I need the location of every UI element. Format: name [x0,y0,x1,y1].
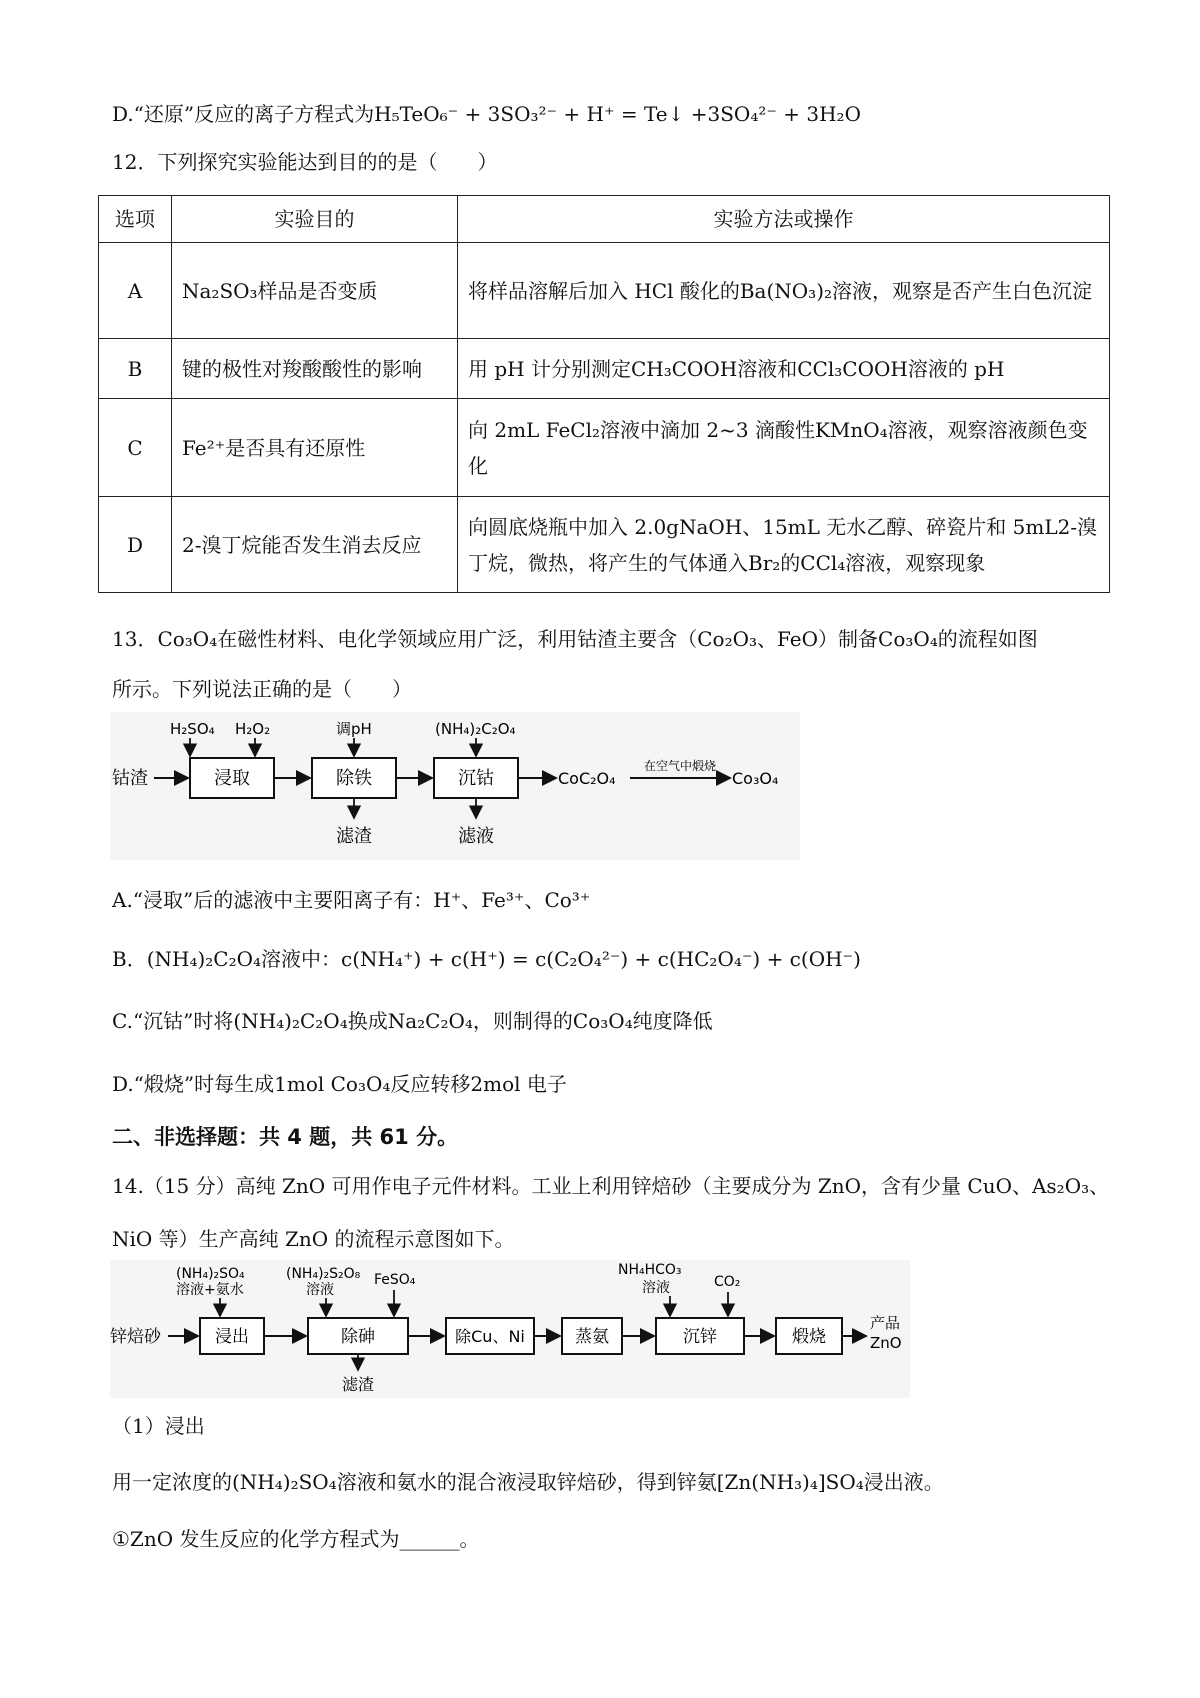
row-option: A [99,243,172,339]
row-option: D [99,497,172,593]
q14-stem-1: 14.（15 分）高纯 ZnO 可用作电子元件材料。工业上利用锌焙砂（主要成分为 ZnO，含有少量 CuO、As₂O₃、 [112,1174,1110,1198]
flow-input: 溶液 [306,1282,334,1298]
header-goal: 实验目的 [172,196,458,243]
table-row [99,497,1110,593]
q13-stem-1: 13．Co₃O₄在磁性材料、电化学领域应用广泛，利用钴渣主要含（Co₂O₃、FeO）制备Co₃O₄的流程如图 [112,627,1038,651]
flow-input: H₂SO₄ [170,720,215,738]
q13-option-d: D.“煅烧”时每生成1mol Co₃O₄反应转移2mol 电子 [112,1072,567,1096]
flow-product-label: 产品 [870,1314,901,1332]
flow-input: 溶液+氨水 [176,1282,244,1298]
flow-input: (NH₄)₂C₂O₄ [435,720,516,738]
flow-box-label: 浸出 [215,1327,249,1347]
flow-box-label: 沉锌 [683,1327,717,1347]
flow-product: ZnO [870,1334,902,1352]
flow-start: 锌焙砂 [110,1327,161,1347]
flow-box-label: 除铁 [336,768,372,789]
row-goal: 键的极性对羧酸酸性的影响 [172,339,458,399]
q14-flow-diagram [110,1260,910,1398]
row-option: B [99,339,172,399]
flow-output: 滤渣 [336,826,372,847]
q14-part-1-title: （1）浸出 [112,1414,205,1438]
flow-box-label: 蒸氨 [575,1327,609,1347]
q13-option-c: C.“沉钴”时将(NH₄)₂C₂O₄换成Na₂C₂O₄，则制得的Co₃O₄纯度降低 [112,1009,713,1033]
table-row [99,399,1110,497]
flow-box-label: 除Cu、Ni [455,1327,525,1346]
row-method: 将样品溶解后加入 HCl 酸化的Ba(NO₃)₂溶液，观察是否产生白色沉淀 [458,243,1110,339]
row-goal: Na₂SO₃样品是否变质 [172,243,458,339]
row-goal: 2-溴丁烷能否发生消去反应 [172,497,458,593]
flow-input: 调pH [336,720,372,738]
flow-box-label: 沉钴 [458,768,494,789]
flow-input: NH₄HCO₃ [618,1262,682,1278]
flow-arrow-label: 在空气中煅烧 [643,759,717,773]
flow-box-label: 煅烧 [792,1327,826,1347]
row-method: 用 pH 计分别测定CH₃COOH溶液和CCl₃COOH溶液的 pH [458,339,1110,399]
flow-input: H₂O₂ [235,720,271,738]
flow-input: CO₂ [714,1274,741,1290]
header-option: 选项 [99,196,172,243]
flow-product-2: Co₃O₄ [732,769,779,788]
q12-stem: 12．下列探究实验能达到目的的是（ ） [112,150,498,174]
q13-flow-diagram [110,712,800,860]
flow-input: (NH₄)₂S₂O₈ [286,1266,361,1282]
flow-input: (NH₄)₂SO₄ [176,1266,245,1282]
flow-box-label: 浸取 [214,768,250,789]
row-method: 向圆底烧瓶中加入 2.0gNaOH、15mL 无水乙醇、碎瓷片和 5mL2-溴丁烷，微热，将产生的气体通入Br₂的CCl₄溶液，观察现象 [458,497,1110,593]
header-method: 实验方法或操作 [458,196,1110,243]
q13-option-a: A.“浸取”后的滤液中主要阳离子有：H⁺、Fe³⁺、Co³⁺ [112,888,591,912]
flow-input: FeSO₄ [374,1272,416,1288]
flow-product-1: CoC₂O₄ [558,769,616,788]
q13-stem-2: 所示。下列说法正确的是（ ） [112,677,412,701]
q14-part-1-q1: ①ZnO 发生反应的化学方程式为______。 [112,1527,480,1551]
row-method: 向 2mL FeCl₂溶液中滴加 2~3 滴酸性KMnO₄溶液，观察溶液颜色变化 [458,399,1110,497]
section-heading: 二、非选择题：共 4 题，共 61 分。 [112,1125,459,1149]
table-header-row [99,196,1110,243]
q12-table [98,195,1110,593]
q14-part-1-text: 用一定浓度的(NH₄)₂SO₄溶液和氨水的混合液浸取锌焙砂，得到锌氨[Zn(NH₃)₄]SO₄浸出液。 [112,1470,944,1494]
table-row [99,339,1110,399]
table-row [99,243,1110,339]
q13-option-b: B．(NH₄)₂C₂O₄溶液中：c(NH₄⁺) + c(H⁺) = c(C₂O₄²⁻) + c(HC₂O₄⁻) + c(OH⁻) [112,947,861,971]
q14-stem-2: NiO 等）生产高纯 ZnO 的流程示意图如下。 [112,1227,515,1251]
flow-output: 滤渣 [341,1375,375,1394]
row-goal: Fe²⁺是否具有还原性 [172,399,458,497]
flow-output: 滤液 [458,826,494,847]
row-option: C [99,399,172,497]
flow-box-label: 除砷 [341,1327,375,1347]
q11-option-d: D.“还原”反应的离子方程式为H₅TeO₆⁻ + 3SO₃²⁻ + H⁺ = Te↓ +3SO₄²⁻ + 3H₂O [112,102,861,126]
flow-input: 溶液 [642,1280,670,1296]
flow-start: 钴渣 [112,768,148,789]
